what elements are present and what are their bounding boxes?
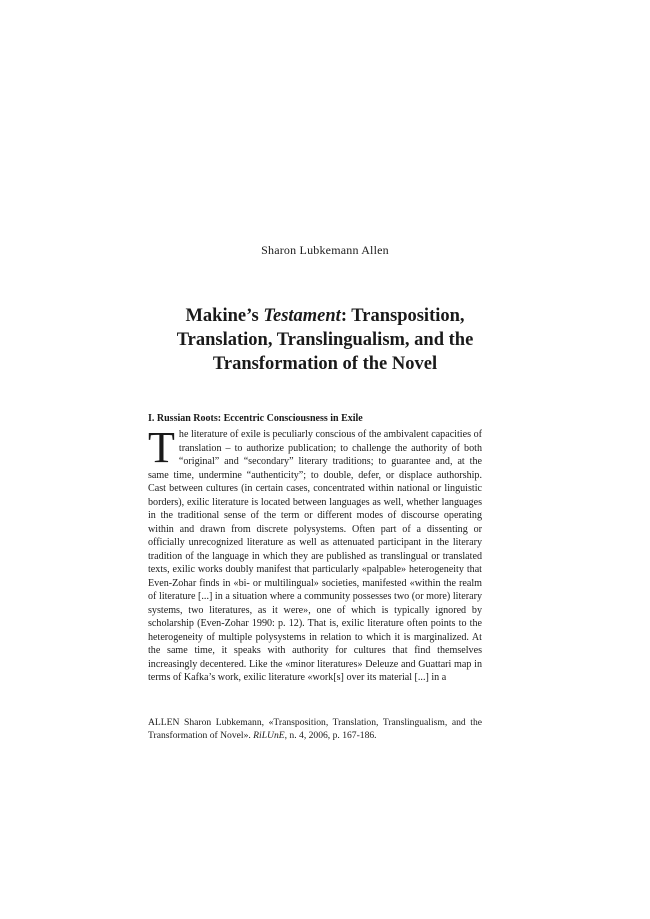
body-paragraph (148, 423, 482, 685)
title-italic-testament: Testament (263, 306, 341, 326)
body-text: he literature of exile is peculiarly conscious of the ambivalent capacities of translation – to authorize publication; to challenge the authority of both “original” and “secondary” literary traditions; to guarantee and, at the same time, undermine “authenticity”; to double, defer, or displace authorship. Cast between cultures (in certain cases, concentrated within national or linguistic borders), exilic literature is located between languages as well, whether languages in the traditional sense of the term or different modes of discourse operating within and drawn from discrete polysystems. Often part of a dissenting or officially unrecognized literature as well as attenuated participant in the literary tradition of the language in which they are published as translingual or translated texts, exilic works doubly manifest that particularly «palpable» heterogeneity that Even-Zohar finds in «bi- or multilingual» societies, manifested «within the realm of literature [...] in a situation where a community possesses two (or more) literary systems, two literatures, as it were», one of which is typically ignored by scholarship (Even-Zohar 1990: p. 12). That is, exilic literature often points to the heterogeneity of multiple polysystems in relation to which it is marginalized. At the same time, it speaks with authority for cultures that find themselves increasingly decentered. Like the «minor literatures» Deleuze and Guattari map in terms of Kafka’s work, exilic literature «work[s] over its material [...] in a (148, 429, 482, 683)
citation-text: ALLEN Sharon Lubkemann, «Transposition, Translation, Translingualism, and the Transformation of Novel». (148, 717, 482, 741)
section-heading: I. Russian Roots: Eccentric Consciousness in Exile (148, 413, 363, 424)
title-line-3: Transformation of the Novel (212, 354, 438, 374)
title-line-1 (150, 304, 500, 328)
citation-journal: RiLUnE (253, 730, 285, 741)
author-name: Sharon Lubkemann Allen (261, 243, 389, 257)
citation-pages: , n. 4, 2006, p. 167-186. (284, 730, 377, 741)
citation-footer (148, 716, 482, 742)
article-title (150, 304, 500, 376)
drop-cap: T (148, 423, 175, 472)
title-line-1-post: : Transposition, (340, 306, 465, 326)
title-line-1-pre: Makine’s (185, 306, 264, 326)
title-line-2: Translation, Translingualism, and the (176, 330, 474, 350)
